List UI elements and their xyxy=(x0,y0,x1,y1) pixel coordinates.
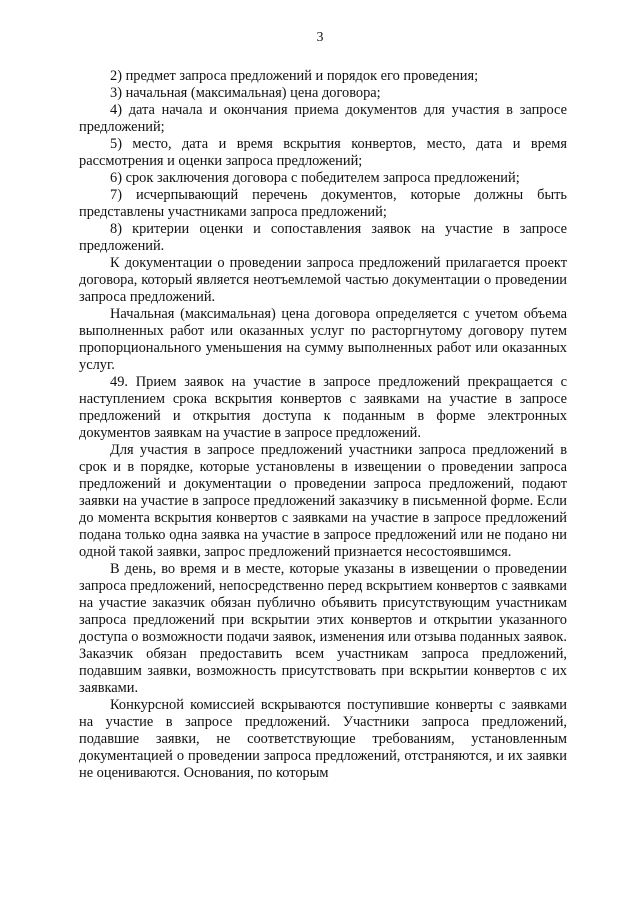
paragraph-clause-49: 49. Прием заявок на участие в запросе предложений прекращается с наступлением срока вскрытия конвертов с заявками на участие в запросе предложений и открытия доступа к поданным в форме электронных документов заявкам на участие в запросе предложений. xyxy=(79,374,567,441)
list-item-document-list: 7) исчерпывающий перечень документов, которые должны быть представлены участниками запроса предложений; xyxy=(79,187,567,220)
paragraph-price-determination: Начальная (максимальная) цена договора определяется с учетом объема выполненных работ или оказанных услуг по расторгнутому договору путем пропорционального уменьшения на сумму выполненных работ или оказанных услуг. xyxy=(79,306,567,373)
list-item-subject: 2) предмет запроса предложений и порядок его проведения; xyxy=(110,68,479,84)
list-item-contract-term: 6) срок заключения договора с победителем запроса предложений; xyxy=(110,170,520,186)
document-body xyxy=(79,68,567,782)
list-item-opening-place-time: 5) место, дата и время вскрытия конвертов, место, дата и время рассмотрения и оценки запроса предложений; xyxy=(79,136,567,169)
paragraph-participation: Для участия в запросе предложений участники запроса предложений в срок и в порядке, которые установлены в извещении о проведении запроса предложений и документации о проведении запроса предложений, подают заявки на участие в запросе предложений заказчику в письменной форме. Если до момента вскрытия конвертов с заявками на участие в запросе предложений подана только одна заявка на участие в запросе предложений или не подано ни одной такой заявки, запрос предложений признается несостоявшимся. xyxy=(79,442,567,560)
paragraph-opening-day: В день, во время и в месте, которые указаны в извещении о проведении запроса предложений, непосредственно перед вскрытием конвертов с заявками на участие заказчик обязан публично объявить присутствующим участникам запроса предложений при вскрытии этих конвертов и открытии указанного доступа о возможности подачи заявок, изменения или отзыва поданных заявок. Заказчик обязан предоставить всем участникам запроса предложений, подавшим заявки, возможность присутствовать при вскрытии конвертов с их заявками. xyxy=(79,561,567,696)
paragraph-draft-contract: К документации о проведении запроса предложений прилагается проект договора, который является неотъемлемой частью документации о проведении запроса предложений. xyxy=(79,255,567,305)
paragraph-commission: Конкурсной комиссией вскрываются поступившие конверты с заявками на участие в запросе предложений. Участники запроса предложений, подавшие заявки, не соответствующие требованиям, установленным документацией о проведении запроса предложений, отстраняются, и их заявки не оцениваются. Основания, по которым xyxy=(79,697,567,781)
list-item-initial-price: 3) начальная (максимальная) цена договора; xyxy=(110,85,381,101)
page-number: 3 xyxy=(316,30,324,45)
list-item-document-dates: 4) дата начала и окончания приема документов для участия в запросе предложений; xyxy=(79,102,567,135)
list-item-evaluation-criteria: 8) критерии оценки и сопоставления заявок на участие в запросе предложений. xyxy=(79,221,567,254)
